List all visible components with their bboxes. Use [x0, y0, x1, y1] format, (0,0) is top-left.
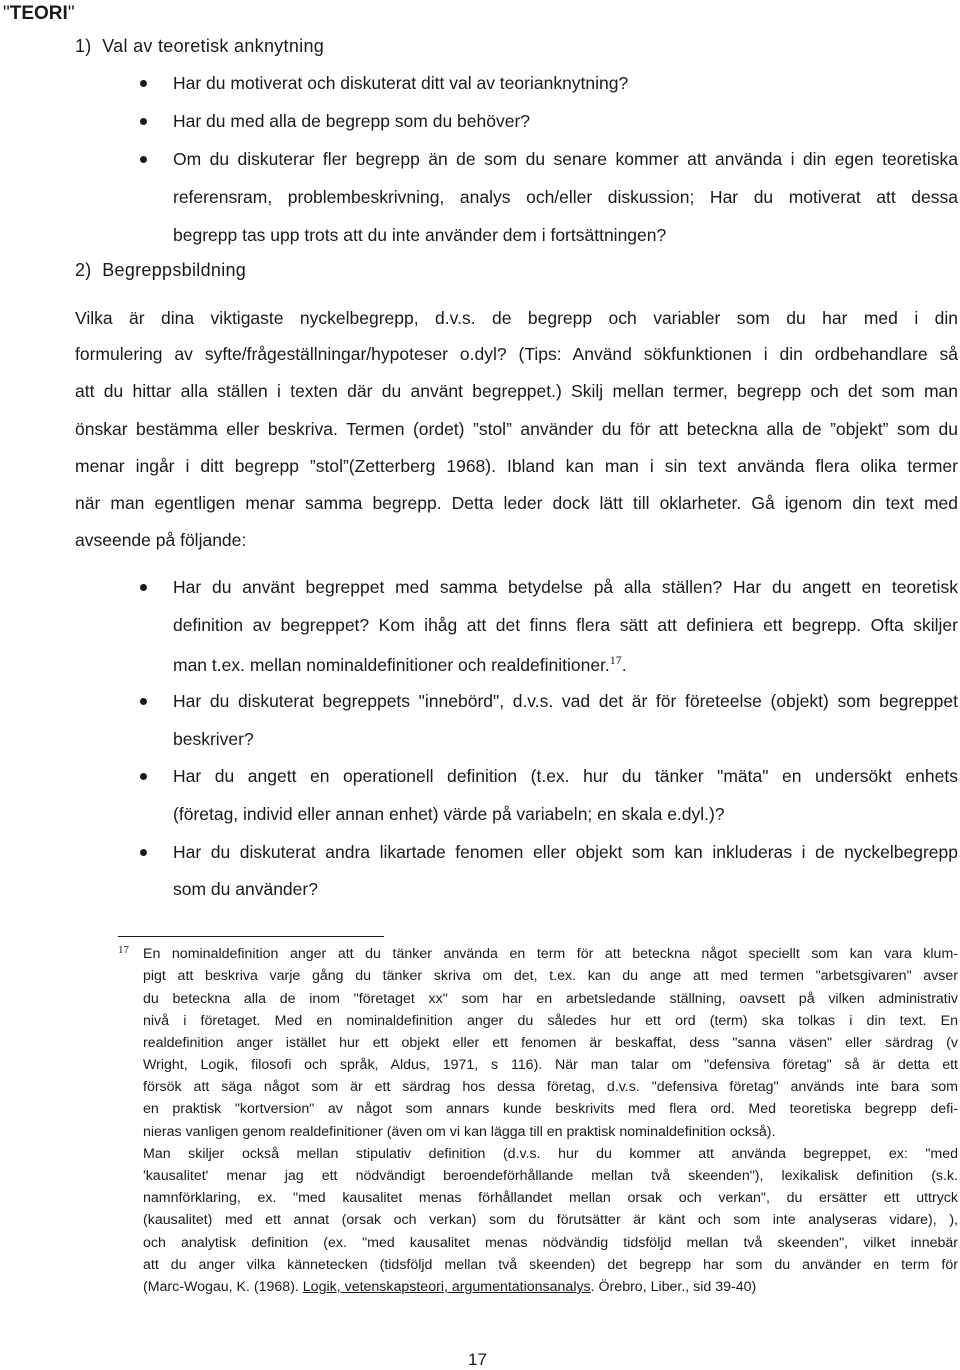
list-item-line: beskriver? — [173, 729, 254, 749]
list-item: Har du motiverat och diskuterat ditt val av teorianknytning? — [173, 73, 629, 93]
list-item: Har du med alla de begrepp som du behöver? — [173, 111, 531, 131]
list-item-line: definition av begreppet? Kom ihåg att det finns flera sätt att definiera ett begrepp. Ofta skiljer — [173, 615, 958, 635]
list-item-line: Har du diskuterat begreppets "innebörd", d.v.s. vad det är för företeelse (objekt) som begreppet — [173, 691, 958, 711]
footnote-line: Wright, Logik, filosofi och språk, Aldus, 1971, s 116). När man talar om "defensiva företag" så är detta ett — [143, 1057, 958, 1073]
list-item-line: Har du diskuterat andra likartade fenomen eller objekt som kan inkluderas i de nyckelbegrepp — [173, 842, 958, 862]
paragraph-line: när man egentligen menar samma begrepp. Detta leder dock lätt till oklarheter. Gå igenom din text med — [75, 493, 958, 513]
paragraph-line: Vilka är dina viktigaste nyckelbegrepp, d.v.s. de begrepp och variabler som du har med i din — [75, 308, 958, 328]
list-item-line: begrepp tas upp trots att du inte använder dem i fortsättningen? — [173, 225, 667, 245]
footnote-line: Man skiljer också mellan stipulativ definition (d.v.s. hur du kommer att använda begreppet, ex: "med — [143, 1146, 958, 1162]
paragraph-line: att du hittar alla ställen i texten där du använt begreppet.) Skilj mellan termer, begrepp och det som man — [75, 381, 958, 401]
list-item-line: som du använder? — [173, 879, 318, 899]
footnote-line: du beteckna alla de inom "företaget xx" som har en arbetsledande ställning, oavsett på vilken administrativ — [143, 991, 958, 1007]
page-number: 17 — [468, 1350, 487, 1369]
footnote-line: (Marc-Wogau, K. (1968). Logik, vetenskapsteori, argumentationsanalys. Örebro, Liber., sid 39-40) — [143, 1279, 757, 1295]
bullet-icon — [140, 773, 147, 780]
list-item-line: (företag, individ eller annan enhet) värde på variabeln; en skala e.dyl.)? — [173, 804, 725, 824]
footnote-line: realdefinition anger istället hur ett objekt eller ett fenomen är beskaffat, dess "sanna väsen" eller särdrag (v — [143, 1035, 958, 1051]
footnote-line: En nominaldefinition anger att du tänker använda en term för att beteckna något speciellt som kan vara klum- — [143, 946, 958, 962]
footnote-line: försök att säga något som är ett särdrag hos dessa företag, d.v.s. "defensiva företag" används inte bara som — [143, 1079, 958, 1095]
footnote-separator — [118, 936, 384, 937]
page-title: "TEORI" — [3, 3, 75, 24]
footnote-line: en praktisk "kortversion" av något som annars kunde beskrivits med flera ord. Med teoretiska begrepp defi- — [143, 1101, 958, 1117]
footnote-line: och analytisk definition (ex. "med kausalitet menas nödvändig tidsföljd mellan två skeenden", vilket innebär — [143, 1235, 958, 1251]
paragraph-line: menar ingår i ditt begrepp ”stol”(Zetterberg 1968). Ibland kan man i sin text använda flera olika termer — [75, 456, 958, 476]
section-heading-1: 1) Val av teoretisk anknytning — [75, 36, 325, 56]
bullet-icon — [140, 849, 147, 856]
footnote-line: (kausalitet) med ett annat (orsak och verkan) som du förutsätter är känt och som inte analyseras vidare), ), — [143, 1212, 958, 1228]
bullet-icon — [140, 156, 147, 163]
paragraph-line: formulering av syfte/frågeställningar/hypoteser o.dyl? (Tips: Använd sökfunktionen i din ordbehandlare så — [75, 344, 958, 364]
paragraph-line: avseende på följande: — [75, 530, 247, 550]
reference-title-link[interactable]: Logik, vetenskapsteori, argumentationsanalys — [302, 1279, 591, 1295]
footnote-reference[interactable]: 17 — [609, 653, 622, 667]
list-item-line: Har du använt begreppet med samma betydelse på alla ställen? Har du angett en teoretisk — [173, 577, 958, 597]
footnote-line: att du anger vilka kännetecken (tidsföljd mellan två skeenden) det begrepp har som du använder en term för — [143, 1257, 958, 1273]
bullet-icon — [140, 118, 147, 125]
bullet-icon — [140, 584, 147, 591]
list-item-line: man t.ex. mellan nominaldefinitioner och realdefinitioner.$^{17}$. — [173, 653, 627, 675]
section-heading-2: 2) Begreppsbildning — [75, 260, 247, 280]
bullet-icon — [140, 698, 147, 705]
footnote-line: namnförklaring, ex. "med kausalitet menas förhållandet mellan orsak och verkan", du ersätter ett uttryck — [143, 1190, 958, 1206]
list-item-line: Har du angett en operationell definition (t.ex. hur du tänker "mäta" en undersökt enhets — [173, 766, 958, 786]
bullet-icon — [140, 80, 147, 87]
footnote-number: 17 — [118, 944, 129, 956]
list-item-line: referensram, problembeskrivning, analys och/eller diskussion; Har du motiverat att dessa — [173, 187, 958, 207]
footnote-line: pigt att beskriva varje gång du tänker skriva om det, t.ex. kan du ange att med termen "arbetsgivaren" avser — [143, 968, 958, 984]
footnote-line: nieras vanligen genom realdefinitioner (även om vi kan lägga till en praktisk nominaldefinition också). — [143, 1124, 776, 1140]
paragraph-line: önskar bestämma eller beskriva. Termen (ordet) ”stol” använder du för att beteckna alla de ”objekt” som du — [75, 419, 958, 439]
list-item-line: Om du diskuterar fler begrepp än de som du senare kommer att använda i din egen teoretiska — [173, 149, 958, 169]
footnote-line: 'kausalitet' menar jag ett nödvändigt beroendeförhållande mellan två skeenden"), lexikalisk definition (s.k. — [143, 1168, 958, 1184]
footnote-line: nivå i företaget. Med en nominaldefinition anger du således hur ett ord (term) ska tolkas i din text. En — [143, 1013, 958, 1029]
